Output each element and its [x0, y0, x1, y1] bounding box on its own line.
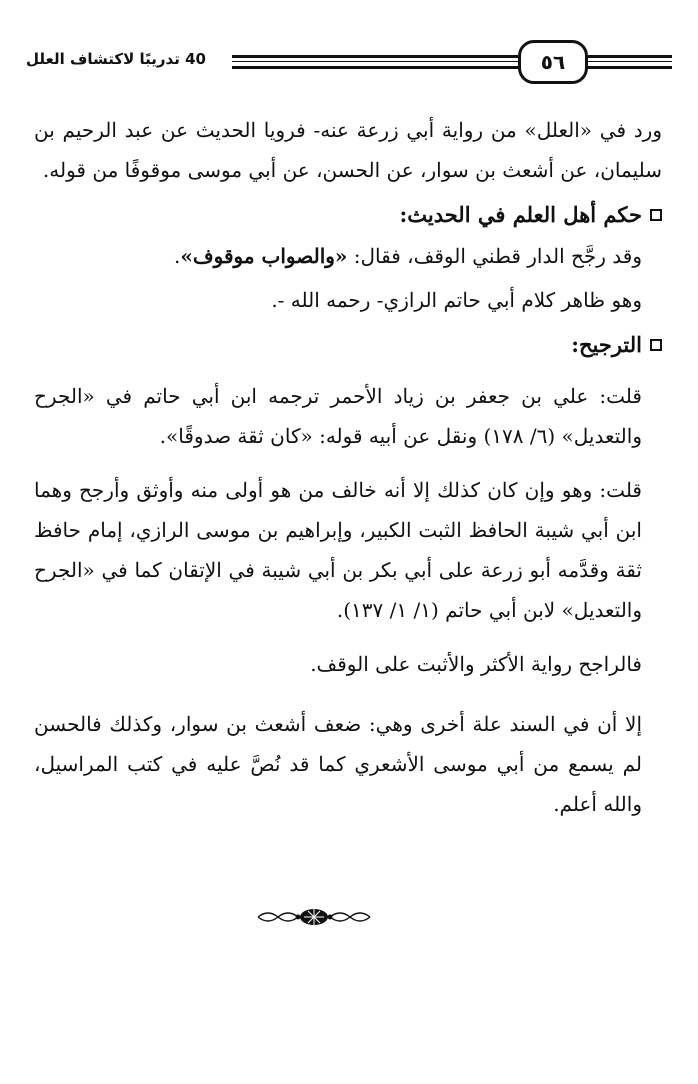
square-checkbox-icon [650, 339, 662, 351]
section-heading-label: الترجيح: [571, 332, 642, 357]
page-body [34, 110, 662, 828]
paragraph-2 [34, 236, 662, 276]
paragraph-4: قلت: علي بن جعفر بن زياد الأحمر ترجمه ابن أبي حاتم في «الجرح والتعديل» (٦/ ١٧٨) ونقل عن أبيه قوله: «كان ثقة صدوقًا». [34, 384, 642, 448]
paragraph-2-prefix: وقد رجَّح الدار قطني الوقف، فقال: [347, 244, 642, 268]
square-checkbox-icon [650, 209, 662, 221]
paragraph-5: قلت: وهو وإن كان كذلك إلا أنه خالف من هو أولى منه وأوثق وأرجح وهما ابن أبي شيبة الحافظ الثبت الكبير، وإبراهيم بن موسى الرازي، إمام حافظ ثقة وقدَّمه أبو زرعة على أبي بكر بن أبي شيبة في الإتقان كما في «الجرح والتعديل» لابن أبي حاتم (١/ ١/ ١٣٧). [34, 478, 642, 622]
page-header [26, 40, 672, 88]
paragraph-3: وهو ظاهر كلام أبي حاتم الرازي- رحمه الله -. [271, 288, 642, 312]
paragraph-6: فالراجح رواية الأكثر والأثبت على الوقف. [310, 652, 642, 676]
section-heading-preference [34, 324, 662, 366]
paragraph-1: ورد في «العلل» من رواية أبي زرعة عنه- فرويا الحديث عن عبد الرحيم بن سليمان، عن أشعث بن سوار، عن الحسن، عن أبي موسى موقوفًا من قوله. [34, 118, 662, 182]
paragraph-2-suffix: . [174, 244, 181, 268]
section-heading-ruling [34, 194, 662, 236]
floral-divider-icon [254, 905, 374, 929]
header-rule-left [232, 55, 518, 69]
paragraph-2-quote: «والصواب موقوف» [180, 244, 348, 268]
page-number: ٥٦ [518, 40, 588, 84]
section-heading-label: حكم أهل العلم في الحديث: [399, 202, 642, 227]
running-title: 40 تدريبًا لاكتشاف العلل [26, 50, 206, 68]
header-rule-right [588, 55, 672, 69]
paragraph-7: إلا أن في السند علة أخرى وهي: ضعف أشعث بن سوار، وكذلك فالحسن لم يسمع من أبي موسى الأشعري كما قد نُصَّ عليه في كتب المراسيل، والله أعلم. [34, 712, 642, 816]
